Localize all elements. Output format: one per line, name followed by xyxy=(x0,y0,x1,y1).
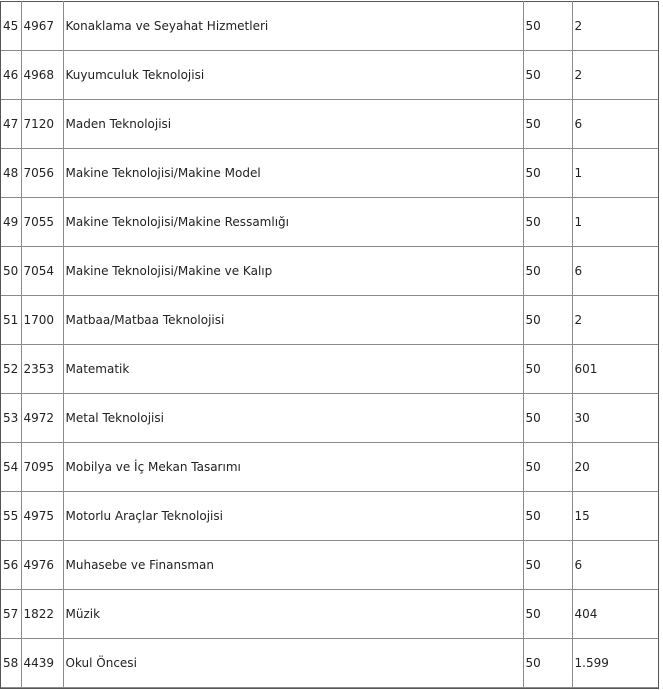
code-cell: 4967 xyxy=(21,2,63,51)
count-cell: 1 xyxy=(572,149,658,198)
name-cell: Matbaa/Matbaa Teknolojisi xyxy=(63,296,523,345)
table-row xyxy=(1,394,658,443)
row-number-cell: 46 xyxy=(1,51,21,100)
name-cell: Mobilya ve İç Mekan Tasarımı xyxy=(63,443,523,492)
table-row xyxy=(1,51,658,100)
row-number-cell: 58 xyxy=(1,639,21,688)
name-cell: Müzik xyxy=(63,590,523,639)
name-cell: Motorlu Araçlar Teknolojisi xyxy=(63,492,523,541)
value-cell: 50 xyxy=(523,639,572,688)
count-cell: 1.599 xyxy=(572,639,658,688)
table-row xyxy=(1,100,658,149)
name-cell: Kuyumculuk Teknolojisi xyxy=(63,51,523,100)
code-cell: 7095 xyxy=(21,443,63,492)
name-cell: Maden Teknolojisi xyxy=(63,100,523,149)
name-cell: Konaklama ve Seyahat Hizmetleri xyxy=(63,2,523,51)
count-cell: 2 xyxy=(572,2,658,51)
row-number-cell: 55 xyxy=(1,492,21,541)
code-cell: 1822 xyxy=(21,590,63,639)
row-number-cell: 52 xyxy=(1,345,21,394)
table-row xyxy=(1,247,658,296)
table-row xyxy=(1,541,658,590)
table-row xyxy=(1,149,658,198)
row-number-cell: 48 xyxy=(1,149,21,198)
name-cell: Muhasebe ve Finansman xyxy=(63,541,523,590)
table-row xyxy=(1,590,658,639)
value-cell: 50 xyxy=(523,492,572,541)
count-cell: 6 xyxy=(572,247,658,296)
table-row xyxy=(1,345,658,394)
table-row xyxy=(1,296,658,345)
value-cell: 50 xyxy=(523,51,572,100)
name-cell: Metal Teknolojisi xyxy=(63,394,523,443)
row-number-cell: 47 xyxy=(1,100,21,149)
row-number-cell: 56 xyxy=(1,541,21,590)
row-number-cell: 50 xyxy=(1,247,21,296)
count-cell: 2 xyxy=(572,296,658,345)
value-cell: 50 xyxy=(523,296,572,345)
name-cell: Matematik xyxy=(63,345,523,394)
count-cell: 404 xyxy=(572,590,658,639)
count-cell: 6 xyxy=(572,100,658,149)
code-cell: 7054 xyxy=(21,247,63,296)
table-row xyxy=(1,2,658,51)
table-row xyxy=(1,198,658,247)
value-cell: 50 xyxy=(523,345,572,394)
count-cell: 6 xyxy=(572,541,658,590)
code-cell: 4976 xyxy=(21,541,63,590)
row-number-cell: 54 xyxy=(1,443,21,492)
code-cell: 7056 xyxy=(21,149,63,198)
code-cell: 2353 xyxy=(21,345,63,394)
code-cell: 7055 xyxy=(21,198,63,247)
value-cell: 50 xyxy=(523,100,572,149)
count-cell: 15 xyxy=(572,492,658,541)
count-cell: 30 xyxy=(572,394,658,443)
data-table-container xyxy=(0,1,659,689)
data-table xyxy=(1,1,658,688)
table-row xyxy=(1,492,658,541)
table-row xyxy=(1,639,658,688)
name-cell: Okul Öncesi xyxy=(63,639,523,688)
value-cell: 50 xyxy=(523,2,572,51)
row-number-cell: 51 xyxy=(1,296,21,345)
count-cell: 601 xyxy=(572,345,658,394)
row-number-cell: 49 xyxy=(1,198,21,247)
value-cell: 50 xyxy=(523,149,572,198)
code-cell: 4968 xyxy=(21,51,63,100)
row-number-cell: 53 xyxy=(1,394,21,443)
row-number-cell: 57 xyxy=(1,590,21,639)
value-cell: 50 xyxy=(523,541,572,590)
table-row xyxy=(1,443,658,492)
value-cell: 50 xyxy=(523,394,572,443)
table-body xyxy=(1,2,658,688)
row-number-cell: 45 xyxy=(1,2,21,51)
code-cell: 7120 xyxy=(21,100,63,149)
count-cell: 1 xyxy=(572,198,658,247)
name-cell: Makine Teknolojisi/Makine ve Kalıp xyxy=(63,247,523,296)
code-cell: 4439 xyxy=(21,639,63,688)
value-cell: 50 xyxy=(523,247,572,296)
code-cell: 1700 xyxy=(21,296,63,345)
code-cell: 4975 xyxy=(21,492,63,541)
value-cell: 50 xyxy=(523,443,572,492)
name-cell: Makine Teknolojisi/Makine Model xyxy=(63,149,523,198)
name-cell: Makine Teknolojisi/Makine Ressamlığı xyxy=(63,198,523,247)
value-cell: 50 xyxy=(523,590,572,639)
count-cell: 2 xyxy=(572,51,658,100)
count-cell: 20 xyxy=(572,443,658,492)
value-cell: 50 xyxy=(523,198,572,247)
code-cell: 4972 xyxy=(21,394,63,443)
